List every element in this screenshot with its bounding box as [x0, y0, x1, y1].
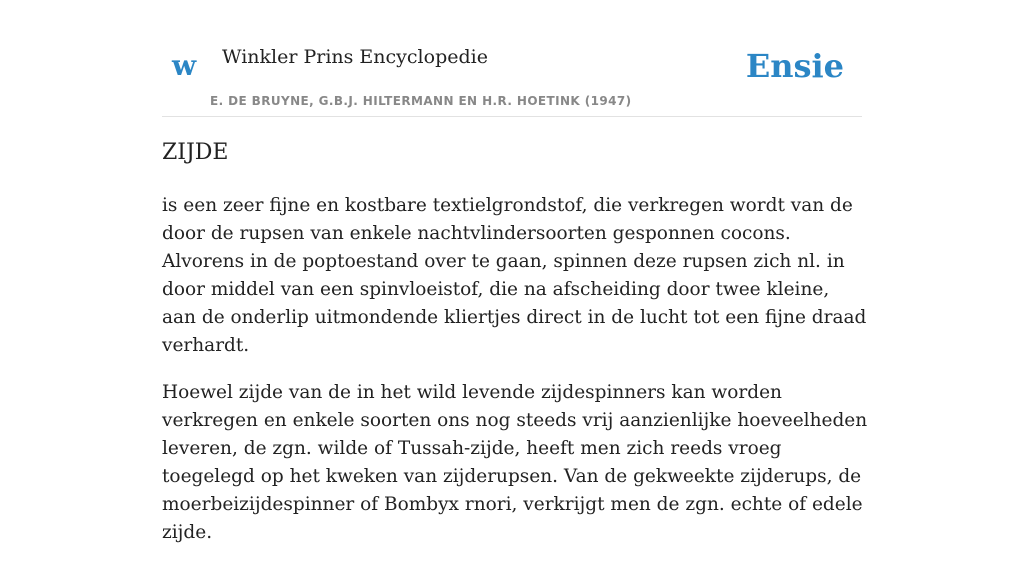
winkler-prins-logo[interactable]: w: [172, 49, 197, 82]
article-paragraph: Hoewel zijde van de in het wild levende zijdespinners kan worden verkregen en enkele soorten ons nog steeds vrij aanzienlijke hoeveelheden leveren, de zgn. wilde of Tussah-zijde, heeft men zich reeds vroeg toegelegd op het kweken van zijderupsen. Van de gekweekte zijderups, de moerbeizijdespinner of Bombyx rnori, verkrijgt men de zgn. echte of edele zijde.: [162, 382, 868, 543]
authors-line: E. DE BRUYNE, G.B.J. HILTERMANN EN H.R. HOETINK (1947): [210, 94, 632, 108]
article-paragraph: is een zeer fijne en kostbare textielgrondstof, die verkregen wordt van de door de rupsen van enkele nachtvlindersoorten gesponnen cocons. Alvorens in de poptoestand over te gaan, spinnen deze rupsen zich nl. in door middel van een spinvloeistof, die na afscheiding door twee kleine, aan de onderlip uitmondende kliertjes direct in de lucht tot een fijne draad verhardt.: [162, 195, 867, 356]
ensie-brand-logo[interactable]: Ensie: [745, 47, 844, 85]
header: [162, 0, 862, 117]
site-title[interactable]: Winkler Prins Encyclopedie: [222, 46, 488, 68]
entry-title: ZIJDE: [162, 140, 229, 165]
article-body: [162, 192, 868, 566]
